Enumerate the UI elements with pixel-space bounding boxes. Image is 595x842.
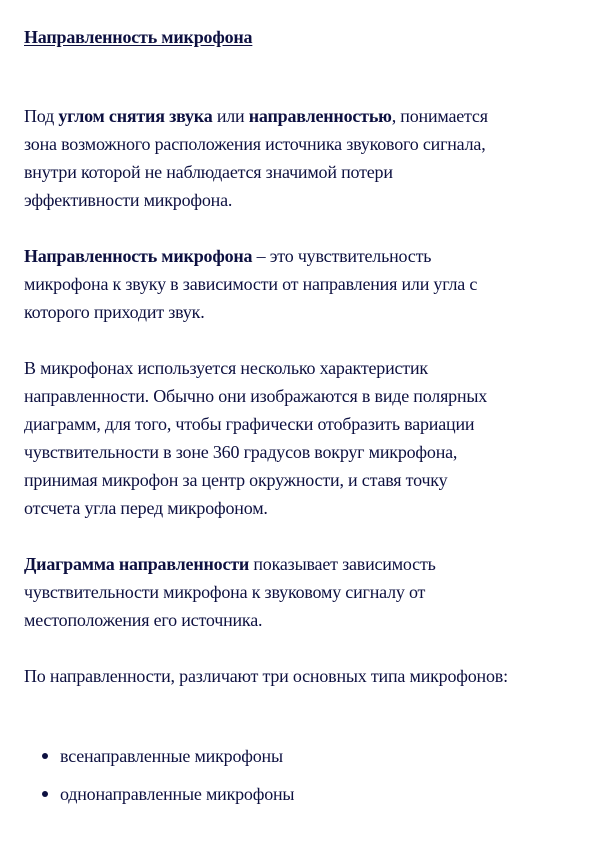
text-run: или — [212, 106, 249, 126]
paragraph-line — [24, 550, 584, 578]
paragraph-line: которого приходит звук. — [24, 302, 205, 322]
bullet-icon — [42, 753, 48, 759]
list-item-label: однонаправленные микрофоны — [60, 784, 295, 804]
text-run: – это чувствительность — [252, 246, 432, 266]
paragraph-line — [24, 102, 584, 130]
paragraph-line: местоположения его источника. — [24, 610, 263, 630]
paragraph-line: чувствительности микрофона к звуковому сигналу от — [24, 582, 426, 602]
paragraph-line: эффективности микрофона. — [24, 190, 233, 210]
paragraph-line: принимая микрофон за центр окружности, и ставя точку — [24, 470, 448, 490]
paragraph-line: микрофона к звуку в зависимости от направления или угла с — [24, 274, 478, 294]
bold-term: Направленность микрофона — [24, 246, 253, 266]
microphone-types-list — [40, 742, 294, 818]
paragraph-line: внутри которой не наблюдается значимой потери — [24, 162, 393, 182]
paragraph-diagram-definition — [24, 550, 584, 634]
paragraph-line: зона возможного расположения источника звукового сигнала, — [24, 134, 486, 154]
paragraph-line: чувствительности в зоне 360 градусов вокруг микрофона, — [24, 442, 458, 462]
paragraph-line: направленности. Обычно они изображаются в виде полярных — [24, 386, 488, 406]
paragraph-angle-definition — [24, 102, 584, 214]
list-item — [40, 742, 294, 780]
paragraph-line: отсчета угла перед микрофоном. — [24, 498, 268, 518]
bold-term: углом снятия звука — [58, 106, 213, 126]
bullet-icon — [42, 791, 48, 797]
list-item-label: всенаправленные микрофоны — [60, 746, 283, 766]
paragraph-polar-diagrams — [24, 354, 584, 522]
page-title: Направленность микрофона — [24, 27, 253, 47]
paragraph-line: диаграмм, для того, чтобы графически отобразить вариации — [24, 414, 475, 434]
paragraph-line: В микрофонах используется несколько характеристик — [24, 358, 428, 378]
bold-term: Диаграмма направленности — [24, 554, 250, 574]
text-run: показывает зависимость — [249, 554, 436, 574]
text-run: , понимается — [391, 106, 488, 126]
paragraph-directivity-definition — [24, 242, 584, 326]
paragraph-line — [24, 242, 584, 270]
text-run: Под — [24, 106, 59, 126]
list-item — [40, 780, 294, 818]
paragraph-types-intro: По направленности, различают три основных типа микрофонов: — [24, 666, 508, 686]
bold-term: направленностью — [248, 106, 392, 126]
